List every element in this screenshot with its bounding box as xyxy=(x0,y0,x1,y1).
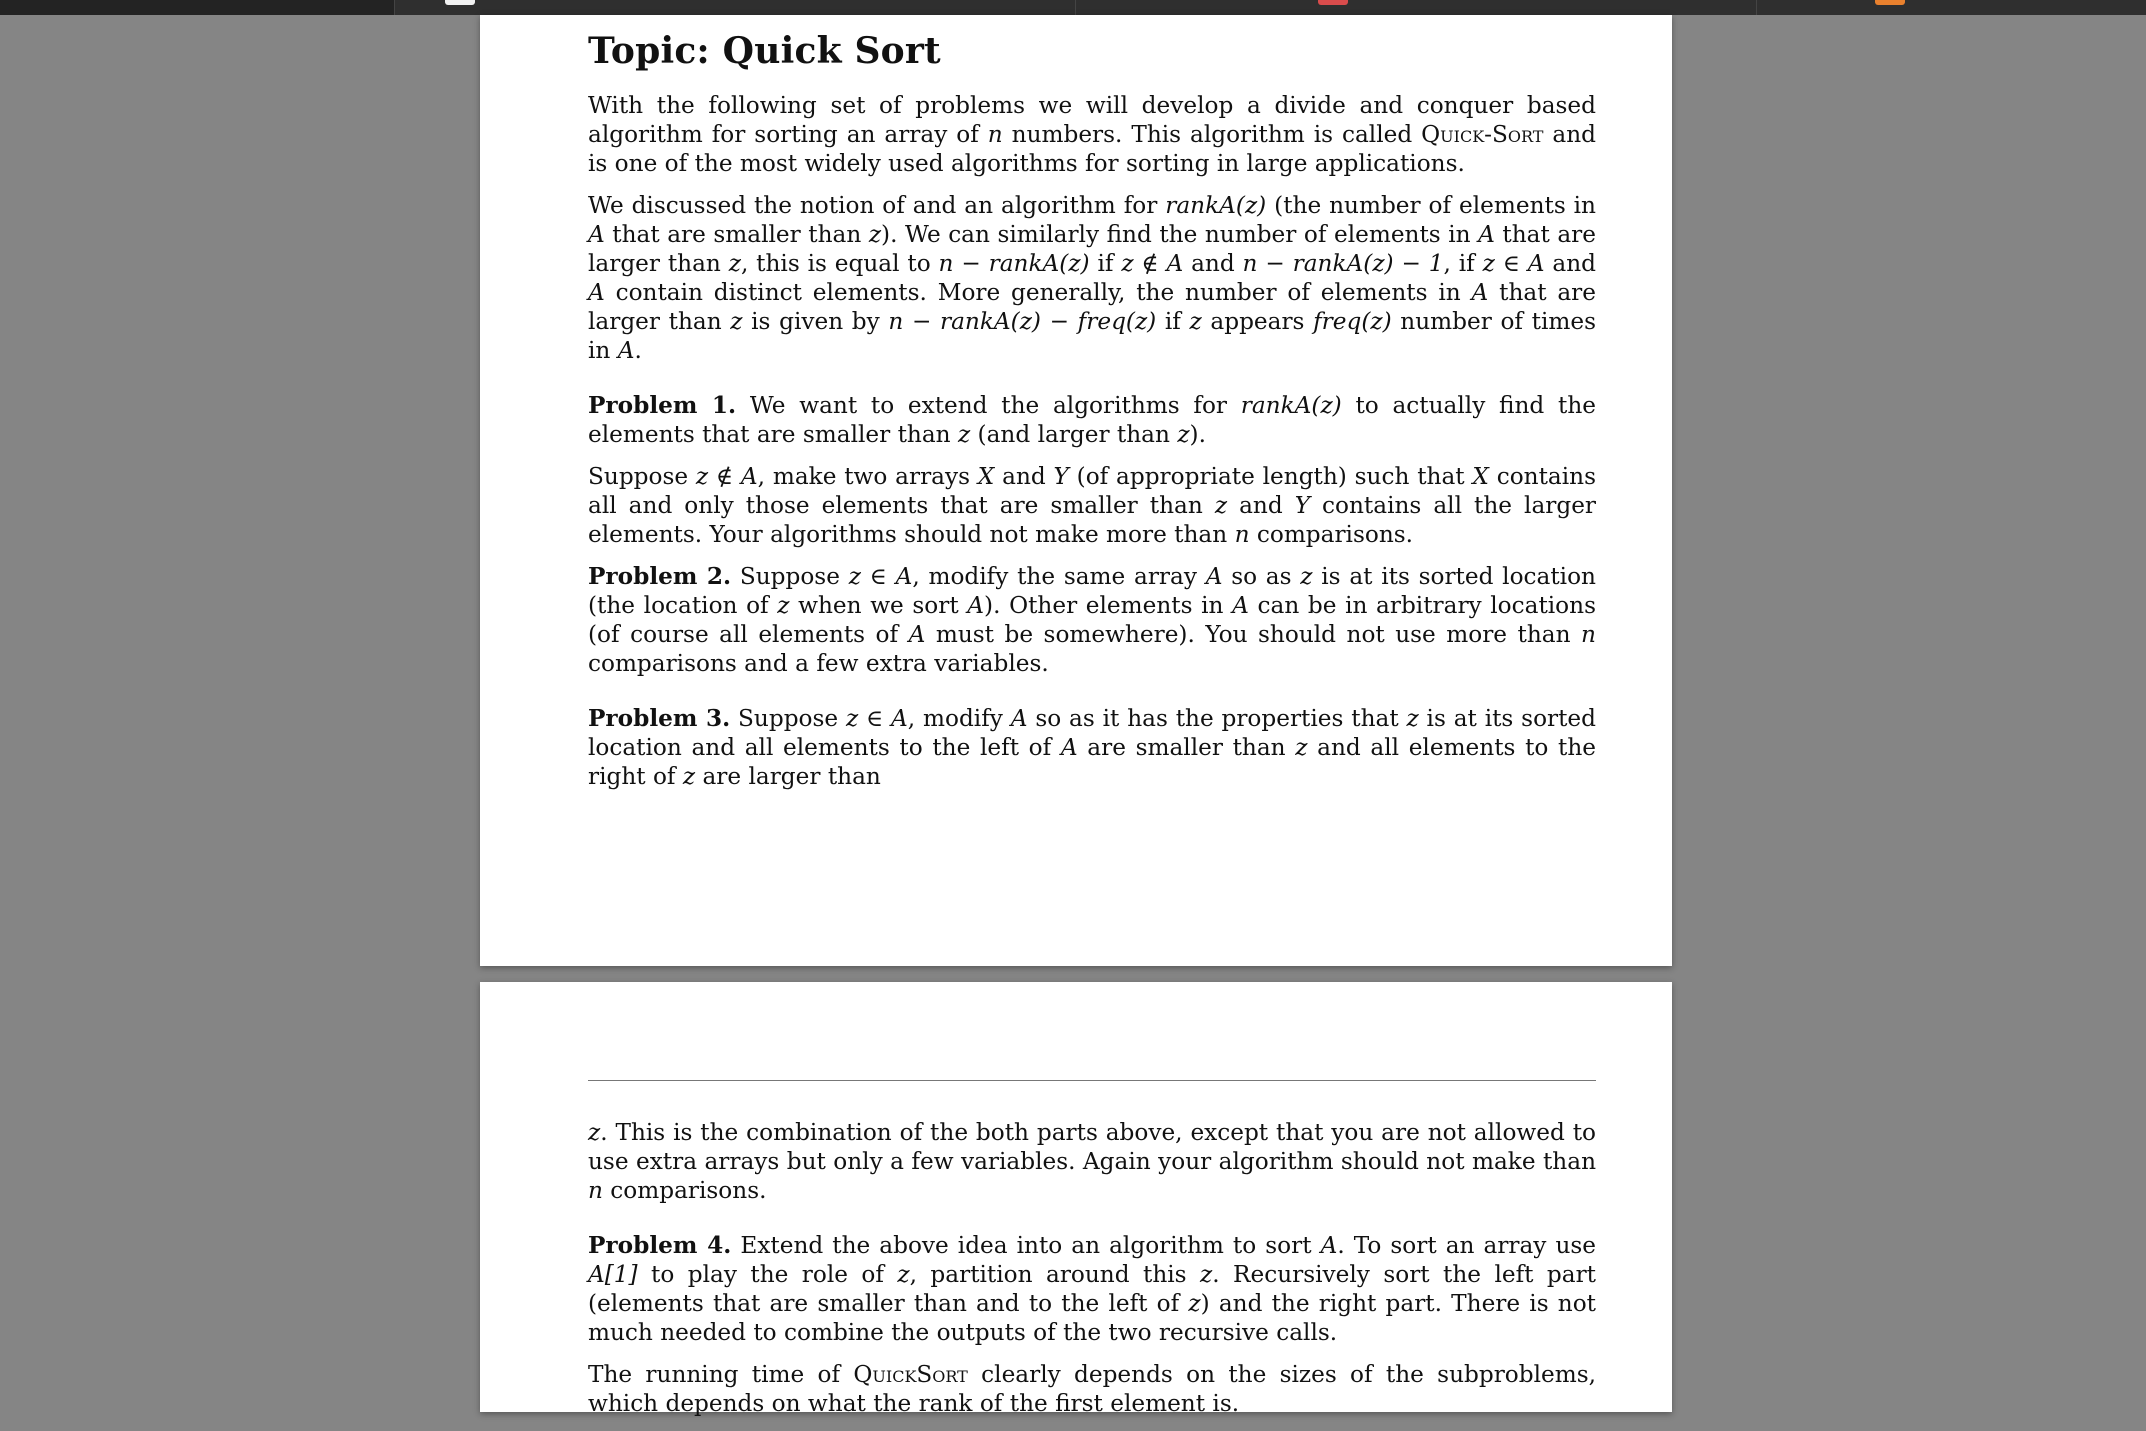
page-1-content xyxy=(588,29,1596,804)
viewer-tab-2[interactable] xyxy=(1075,0,1757,15)
running-time-paragraph: The running time of QuickSort clearly depends on the sizes of the subproblems, which depends on what the rank of the first element is. xyxy=(588,1361,1596,1417)
page-title: Topic: Quick Sort xyxy=(588,30,941,72)
intro-paragraph: With the following set of problems we will develop a divide and conquer based algorithm for sorting an array of n numbers. This algorithm is called Quick-Sort and is one of the most widely used algorithms for sorting in large applications. xyxy=(588,92,1596,177)
rank-paragraph: We discussed the notion of and an algorithm for rankA(z) (the number of elements in A that are smaller than z). We can similarly find the number of elements in A that are larger than z, this is equal to n − rankA(z) if z ∉ A and n − rankA(z) − 1, if z ∈ A and A contain distinct elements. More generally, the number of elements in A that are larger than z is given by n − rankA(z) − freq(z) if z appears freq(z) number of times in A. xyxy=(588,192,1596,364)
viewer-tab-1[interactable] xyxy=(394,0,1076,15)
problem-4: Problem 4. Extend the above idea into an algorithm to sort A. To sort an array use A[1] to play the role of z, partition around this z. Recursively sort the left part (elements that are smaller than and to the left of z) and the right part. There is not much needed to combine the outputs of the two recursive calls. xyxy=(588,1232,1597,1346)
viewer-tab-3[interactable] xyxy=(1756,0,2146,15)
problem-1: Problem 1. We want to extend the algorithms for rankA(z) to actually find the elements that are smaller than z (and larger than z). xyxy=(588,392,1596,448)
problem-2-label: Problem 2. xyxy=(588,563,732,590)
header-rule xyxy=(588,1080,1596,1081)
problem-2: Problem 2. Suppose z ∈ A, modify the same array A so as z is at its sorted location (the location of z when we sort A). Other elements in A can be in arbitrary locations (of course all elements of A must be somewhere). You should not use more than n comparisons and a few extra variables. xyxy=(588,563,1596,677)
problem-1-label: Problem 1. xyxy=(588,392,737,419)
pdf-page-1 xyxy=(480,15,1672,966)
page-2-content xyxy=(588,1080,1596,1431)
app-icon xyxy=(1875,0,1905,5)
viewer-tab-bar xyxy=(0,0,2146,15)
problem-4-label: Problem 4. xyxy=(588,1232,732,1259)
algorithm-name: Quick-Sort xyxy=(1421,121,1544,148)
problem-3-label: Problem 3. xyxy=(588,705,731,732)
problem-1-detail: Suppose z ∉ A, make two arrays X and Y (of appropriate length) such that X contains all and only those elements that are smaller than z and Y contains all the larger elements. Your algorithms should not make more than n comparisons. xyxy=(588,463,1597,548)
algorithm-name-quicksort: QuickSort xyxy=(853,1361,968,1388)
problem-3: Problem 3. Suppose z ∈ A, modify A so as it has the properties that z is at its sorted location and all elements to the left of A are smaller than z and all elements to the right of z are larger than xyxy=(588,705,1596,790)
pdf-icon xyxy=(1318,0,1348,5)
problem-3-continued: z. This is the combination of the both parts above, except that you are not allowed to use extra arrays but only a few variables. Again your algorithm should not make than n comparisons. xyxy=(588,1119,1596,1204)
pdf-page-2 xyxy=(480,982,1672,1417)
document-icon xyxy=(445,0,475,5)
